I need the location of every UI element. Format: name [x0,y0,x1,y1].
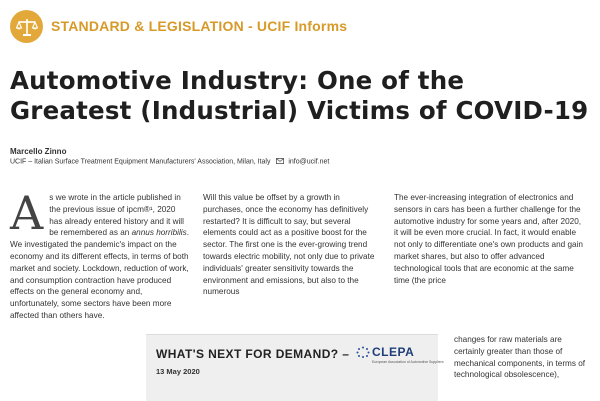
box-title: WHAT'S NEXT FOR DEMAND? – [156,347,350,361]
section-label: STANDARD & LEGISLATION - UCIF Informs [51,18,348,34]
col3-cont-text: changes for raw materials are certainly greater than those of mechanical components, in terms of technological obsolescence), [454,335,586,380]
sidebar-box [146,334,444,401]
box-date: 13 May 2020 [156,367,200,376]
article-title: Automotive Industry: One of the Greatest (Industrial) Victims of COVID-19 [10,66,589,125]
author-name: Marcello Zinno [10,147,67,156]
article-column-2 [203,192,381,298]
article-column-3-continued [454,334,586,381]
clepa-logo-icon [356,346,370,358]
affiliation-text: UCIF – Italian Surface Treatment Equipment Manufacturers' Association, Milan, Italy [10,158,271,166]
header [0,0,600,62]
author-affiliation [10,158,329,165]
article-column-1 [10,186,190,322]
col2-text: Will this value be offset by a growth in purchases, once the economy has definitively restarted? It is difficult to say, but several elements could act as a positive boost for the sector. The first one is the ever-growing trend towards electric mobility, not only due to private individuals' greater sensitivity towards the environment and emissions, but also to the numerous [203,193,375,297]
col3-text: The ever-increasing integration of electronics and sensors in cars has been a further challenge for the automotive industry for some years and, after 2020, it will be even more crucial. In fact, it would enable not only to differentiate one's own products and gain market shares, but also to offer advanced technological tools that are economic at the same time (the price [394,193,583,285]
scales-icon [10,10,43,43]
clepa-subtitle: European Association of Automotive Suppliers [372,360,444,364]
col1-text-b: . We investigated the pandemic's impact on the economy and its different effects, in terms of both market and society. Lockdown, reduction of work, and consumption contraction have produced effects on the general economy and, unfortunately, some sectors have been more affected than others have. [10,228,189,320]
article-column-3 [394,192,584,286]
mail-icon [276,158,284,164]
col1-italic: annus horribilis [131,228,187,238]
clepa-logo-text: CLEPA [372,345,415,359]
author-email[interactable]: info@ucif.net [288,158,330,166]
col1-text-a: s we wrote in the article published in the previous issue of ipcm®¹, 2020 has already entered history and it will be remembered as an [49,193,184,238]
drop-cap: A [10,186,44,240]
